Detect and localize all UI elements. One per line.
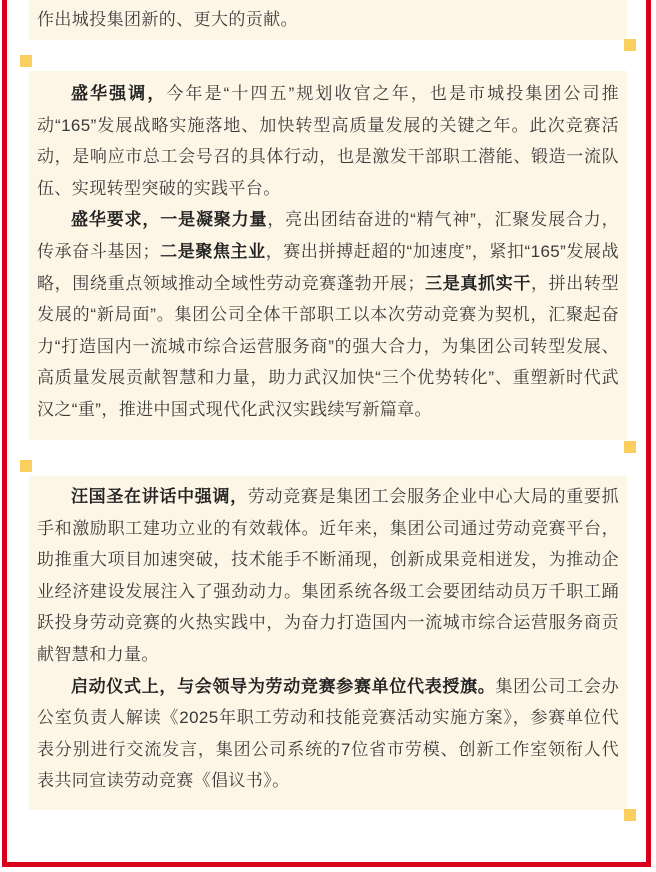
paragraph: [37, 204, 619, 425]
paragraph-text: 作出城投集团新的、更大的贡献。: [37, 10, 298, 29]
page-frame-right: [646, 0, 651, 867]
page-frame-bottom: [2, 862, 651, 867]
paragraph: [37, 481, 619, 671]
paragraph: [37, 4, 619, 36]
paragraph-text: ，亮出团结奋进的“精气神”，汇聚发展合力，传承奋斗基因；: [37, 210, 620, 261]
point-three-label: 三是真抓实干: [424, 273, 532, 293]
paragraph-text: ，拼出转型发展的“新局面”。集团公司全体干部职工以本次劳动竞赛为契机，汇聚起奋力“打造国内一流城市综合运营服务商”的强大合力，为集团公司转型发展、高质量发展贡献智慧和力量，助力武汉加快“三个优势转化”、重塑新时代武汉之“重”，推进中国式现代化武汉实践续写新篇章。: [37, 273, 619, 419]
paragraph: [37, 78, 619, 204]
point-two-label: 二是聚焦主业: [159, 241, 266, 261]
content-block-speech-shenghua: [29, 71, 627, 440]
corner-accent-square: [624, 441, 636, 453]
speaker-lead-in: 盛华强调，: [71, 84, 167, 103]
point-one-label: 一是凝聚力量: [160, 210, 268, 230]
paragraph-text: ，赛出拼搏赶超的“加速度”，紧扣“165”发展战略，围绕重点领域推动全域性劳动竞赛蓬勃开展；: [37, 241, 619, 293]
content-block-speech-wangguosheng: [29, 476, 627, 810]
paragraph-text: 集团公司工会办公室负责人解读《2025年职工劳动和技能竞赛活动实施方案》，参赛单位代表分别进行交流发言，集团公司系统的7位省市劳模、创新工作室领衔人代表共同宣读劳动竞赛《倡议书》。: [37, 676, 619, 791]
ceremony-lead-in: 启动仪式上，与会领导为劳动竞赛参赛单位代表授旗。: [71, 676, 496, 696]
speaker-lead-in: 汪国圣在讲话中强调，: [71, 487, 248, 506]
corner-accent-square: [624, 809, 636, 821]
paragraph-text: 今年是“十四五”规划收官之年，也是市城投集团公司推动“165”发展战略实施落地、加快转型高质量发展的关键之年。此次竞赛活动，是响应市总工会号召的具体行动，也是激发干部职工潜能、锻造一流队伍、实现转型突破的实践平台。: [37, 84, 620, 198]
corner-accent-square: [20, 55, 32, 67]
content-block-top: [29, 0, 627, 40]
page-frame-left: [2, 0, 7, 867]
corner-accent-square: [20, 460, 32, 472]
corner-accent-square: [624, 39, 636, 51]
paragraph-text: 劳动竞赛是集团工会服务企业中心大局的重要抓手和激励职工建功立业的有效载体。近年来，集团公司通过劳动竞赛平台，助推重大项目加速突破，技术能手不断涌现，创新成果竞相迸发，为推动企业经济建设发展注入了强劲动力。集团系统各级工会要团结动员万千职工踊跃投身劳动竞赛的火热实践中，为奋力打造国内一流城市综合运营服务商贡献智慧和力量。: [37, 487, 620, 664]
paragraph: [37, 671, 619, 797]
speaker-lead-in: 盛华要求，: [71, 210, 161, 230]
